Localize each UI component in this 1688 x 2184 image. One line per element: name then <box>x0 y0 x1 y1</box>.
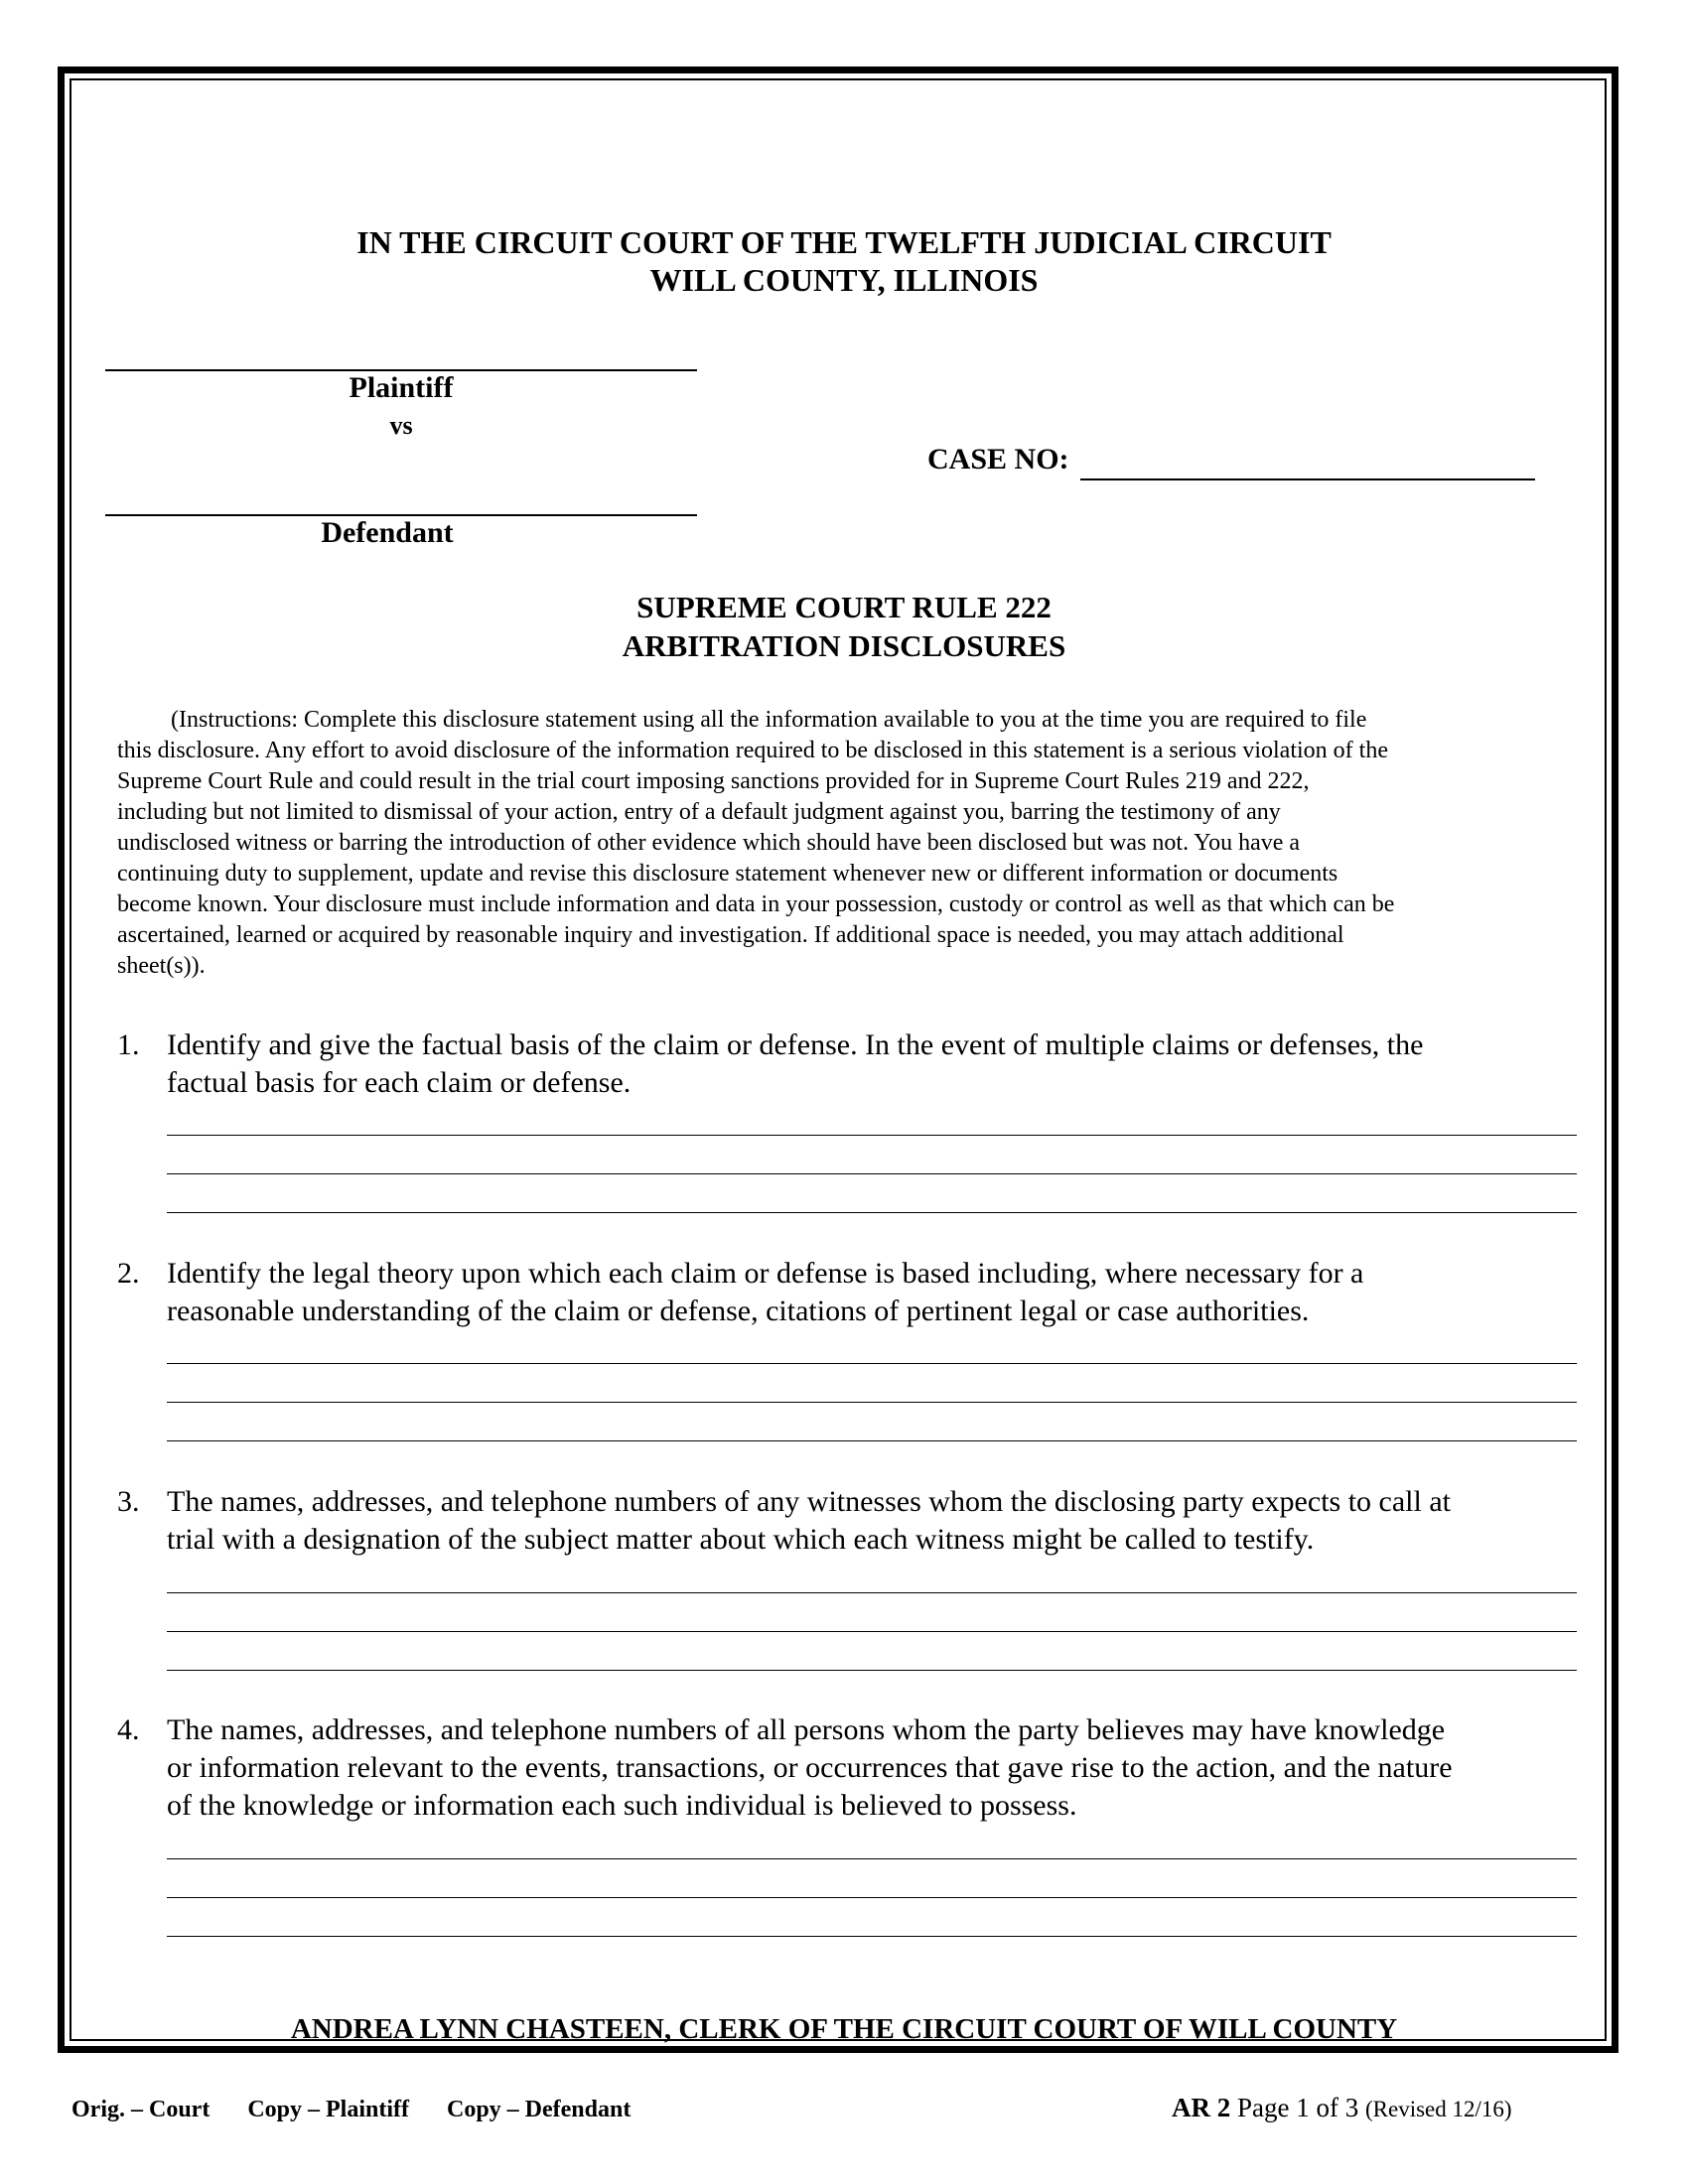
court-header-line-1: IN THE CIRCUIT COURT OF THE TWELFTH JUDICIAL CIRCUIT <box>356 224 1332 260</box>
footer-copy-defendant: Copy – Defendant <box>446 2097 632 2122</box>
answer-line[interactable] <box>167 1402 1577 1403</box>
instructions-line: this disclosure. Any effort to avoid disclosure of the information required to be disclosed in this statement is a serious violation of the <box>117 738 1388 763</box>
case-no-field[interactable] <box>1080 478 1535 480</box>
question-text-line: of the knowledge or information each such individual is believed to possess. <box>167 1789 1077 1822</box>
court-header-line-2: WILL COUNTY, ILLINOIS <box>649 262 1039 298</box>
form-code: AR 2 <box>1172 2093 1231 2122</box>
answer-line[interactable] <box>167 1670 1577 1671</box>
form-title-line-1: SUPREME COURT RULE 222 <box>636 590 1052 624</box>
page-number: Page 1 of 3 <box>1237 2093 1359 2122</box>
answer-line[interactable] <box>167 1135 1577 1136</box>
instructions-line: become known. Your disclosure must include information and data in your possession, custody or control as well as that which can be <box>117 891 1395 917</box>
instructions-line: undisclosed witness or barring the introduction of other evidence which should have been disclosed but was not. You have a <box>117 830 1301 856</box>
question-number: 4. <box>117 1713 140 1746</box>
answer-line[interactable] <box>167 1173 1577 1174</box>
question-number: 3. <box>117 1485 140 1518</box>
instructions-line: continuing duty to supplement, update and revise this disclosure statement whenever new or different information or documents <box>117 861 1338 887</box>
plaintiff-label: Plaintiff <box>349 371 454 404</box>
question-text-line: reasonable understanding of the claim or defense, citations of pertinent legal or case authorities. <box>167 1295 1310 1327</box>
vs-label: vs <box>389 411 413 440</box>
footer-copy-plaintiff: Copy – Plaintiff <box>247 2097 409 2122</box>
case-no-label: CASE NO: <box>927 443 1069 476</box>
question-3 <box>117 1483 1587 1559</box>
answer-line[interactable] <box>167 1631 1577 1632</box>
clerk-name: ANDREA LYNN CHASTEEN, CLERK OF THE CIRCUIT COURT OF WILL COUNTY <box>290 2013 1398 2045</box>
answer-line[interactable] <box>167 1936 1577 1937</box>
instructions-line: including but not limited to dismissal of your action, entry of a default judgment against you, barring the testimony of any <box>117 799 1281 825</box>
answer-line[interactable] <box>167 1897 1577 1898</box>
question-4 <box>117 1711 1587 1825</box>
question-text-line: or information relevant to the events, transactions, or occurrences that gave rise to the action, and the nature <box>167 1751 1453 1784</box>
question-text-line: factual basis for each claim or defense. <box>167 1066 632 1099</box>
form-title-line-2: ARBITRATION DISCLOSURES <box>622 628 1066 663</box>
question-text-line: The names, addresses, and telephone numbers of all persons whom the party believes may have knowledge <box>167 1713 1446 1746</box>
answer-line[interactable] <box>167 1858 1577 1859</box>
instructions-line: sheet(s)). <box>117 953 206 979</box>
question-2 <box>117 1255 1587 1330</box>
footer-orig: Orig. – Court <box>71 2097 211 2122</box>
question-text-line: trial with a designation of the subject matter about which each witness might be called to testify. <box>167 1523 1315 1556</box>
answer-line[interactable] <box>167 1212 1577 1213</box>
question-number: 1. <box>117 1028 140 1061</box>
question-1 <box>117 1026 1587 1102</box>
question-text-line: Identify and give the factual basis of the claim or defense. In the event of multiple claims or defenses, the <box>167 1028 1424 1061</box>
question-text-line: Identify the legal theory upon which each claim or defense is based including, where necessary for a <box>167 1257 1364 1290</box>
footer-page-info <box>1172 2093 1512 2123</box>
question-number: 2. <box>117 1257 140 1290</box>
defendant-label: Defendant <box>321 516 454 549</box>
instructions-line: (Instructions: Complete this disclosure statement using all the information available to you at the time you are required to file <box>171 707 1367 733</box>
footer-distribution <box>71 2097 662 2123</box>
question-text-line: The names, addresses, and telephone numbers of any witnesses whom the disclosing party expects to call at <box>167 1485 1451 1518</box>
answer-line[interactable] <box>167 1363 1577 1364</box>
answer-line[interactable] <box>167 1592 1577 1593</box>
instructions-line: Supreme Court Rule and could result in the trial court imposing sanctions provided for in Supreme Court Rules 219 and 222, <box>117 768 1310 794</box>
revision-date: (Revised 12/16) <box>1364 2097 1512 2121</box>
answer-line[interactable] <box>167 1440 1577 1441</box>
instructions-line: ascertained, learned or acquired by reasonable inquiry and investigation. If additional space is needed, you may attach additional <box>117 922 1344 948</box>
instructions-paragraph <box>117 705 1607 982</box>
